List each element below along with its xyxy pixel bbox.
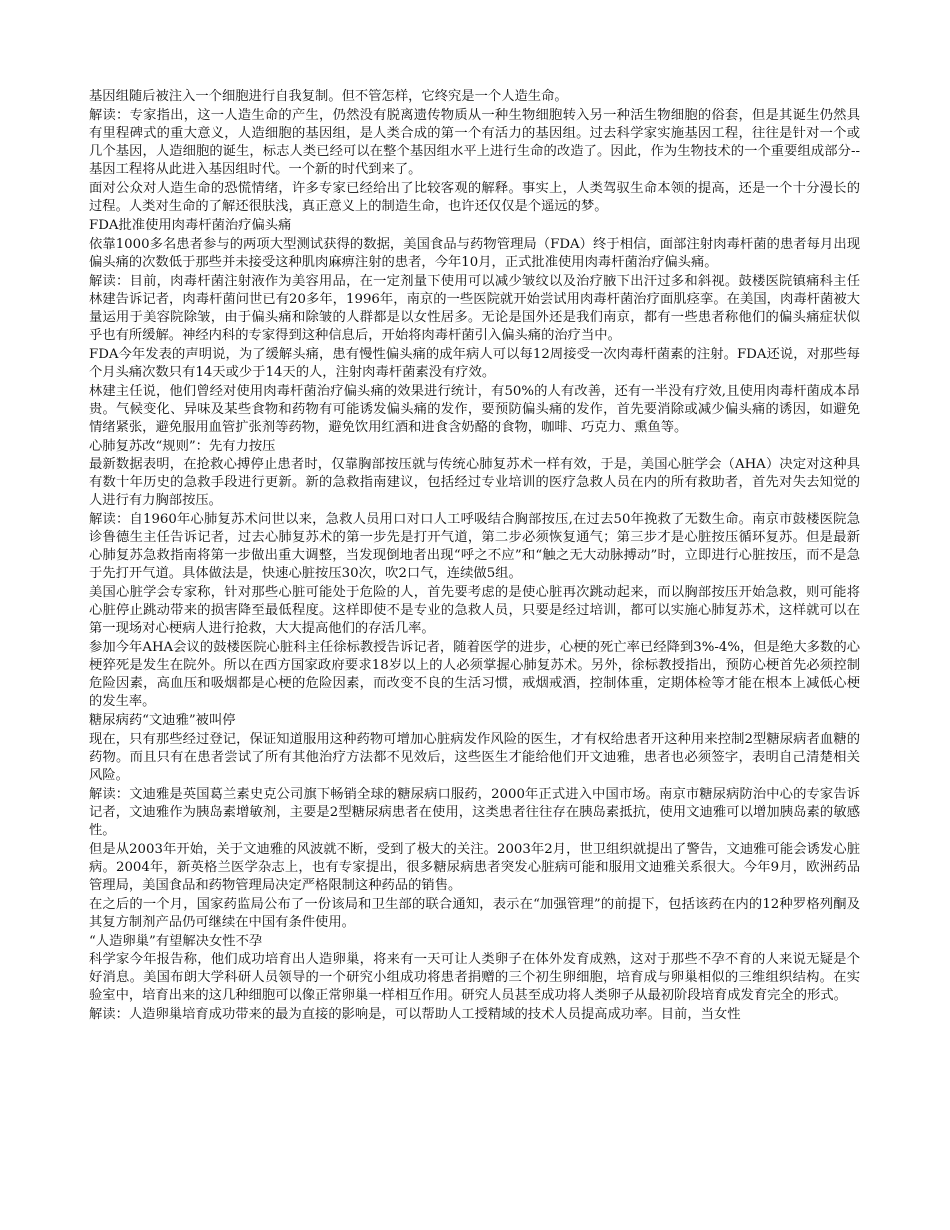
paragraph: 解读：目前，肉毒杆菌注射液作为美容用品，在一定剂量下使用可以减少皱纹以及治疗腋下出汗过多和斜视。鼓楼医院镇痛科主任林建告诉记者，肉毒杆菌问世已有20多年，1996年，南京的一些医院就开始尝试用肉毒杆菌治疗面肌痉挛。在美国，肉毒杆菌被大量运用于美容院除皱，由于偏头痛和除皱的人群都是以女性居多。无论是国外还是我们南京，都有一些患者称他们的偏头痛症状似乎也有所缓解。神经内科的专家得到这种信息后，开始将肉毒杆菌引入偏头痛的治疗当中。 — [89, 273, 860, 343]
paragraph: 但是从2003年开始，关于文迪雅的风波就不断，受到了极大的关注。2003年2月，世卫组织就提出了警告，文迪雅可能会诱发心脏病。2004年，新英格兰医学杂志上，也有专家提出，很多糖尿病患者突发心脏病可能和服用文迪雅关系很大。今年9月，欧洲药品管理局，美国食品和药物管理局决定严格限制这种药品的销售。 — [89, 841, 860, 893]
paragraph: 林建主任说，他们曾经对使用肉毒杆菌治疗偏头痛的效果进行统计，有50%的人有改善，还有一半没有疗效,且使用肉毒杆菌成本昂贵。气候变化、异味及某些食物和药物有可能诱发偏头痛的发作，要预防偏头痛的发作，首先要消除或减少偏头痛的诱因，如避免情绪紧张，避免服用血管扩张剂等药物，避免饮用红酒和进食含奶酪的食物，咖啡、巧克力、熏鱼等。 — [89, 383, 860, 435]
paragraph: 面对公众对人造生命的恐慌情绪，许多专家已经给出了比较客观的解释。事实上，人类驾驭生命本领的提高，还是一个十分漫长的过程。人类对生命的了解还很肤浅，真正意义上的制造生命，也许还仅仅是个遥远的梦。 — [89, 181, 860, 214]
paragraph: 参加今年AHA会议的鼓楼医院心脏科主任徐标教授告诉记者，随着医学的进步，心梗的死亡率已经降到3%-4%，但是绝大多数的心梗猝死是发生在院外。所以在西方国家政府要求18岁以上的人必须掌握心肺复苏术。另外，徐标教授指出，预防心梗首先必须控制危险因素，高血压和吸烟都是心梗的危险因素，而改变不良的生活习惯，戒烟戒酒，控制体重，定期体检等才能在根本上减低心梗的发生率。 — [89, 640, 860, 709]
paragraph: 在之后的一个月，国家药监局公布了一份该局和卫生部的联合通知，表示在“加强管理”的前提下，包括该药在内的12种罗格列酮及其复方制剂产品仍可继续在中国有条件使用。 — [89, 896, 860, 930]
paragraph: 依靠1000多名患者参与的两项大型测试获得的数据，美国食品与药物管理局（FDA）终于相信，面部注射肉毒杆菌的患者每月出现偏头痛的次数低于那些并未接受这种肌肉麻痹注射的患者，今年10月，正式批准使用肉毒杆菌治疗偏头痛。 — [89, 236, 860, 270]
paragraph: 解读：人造卵巢培育成功带来的最为直接的影响是，可以帮助人工授精域的技术人员提高成功率。目前，当女性 — [89, 1007, 741, 1022]
paragraph: FDA今年发表的声明说，为了缓解头痛，患有慢性偏头痛的成年病人可以每12周接受一次肉毒杆菌素的注射。FDA还说，对那些每个月头痛次数只有14天或少于14天的人，注射肉毒杆菌素没有疗效。 — [89, 346, 860, 380]
section-heading-artificial-ovary: “人造卵巢”有望解决女性不孕 — [89, 933, 263, 949]
section-heading-botox: FDA批准使用肉毒杆菌治疗偏头痛 — [89, 218, 292, 233]
paragraph: 解读：自1960年心肺复苏术问世以来，急救人员用口对口人工呼吸结合胸部按压,在过去50年挽救了无数生命。南京市鼓楼医院急诊鲁德生主任告诉记者，过去心肺复苏术的第一步先是打开气道，第二步必须恢复通气；第三步才是心脏按压循环复苏。但是最新心肺复苏急救指南将第一步做出重大调整，当发现倒地者出现“呼之不应”和“触之无大动脉搏动”时，立即进行心脏按压，而不是急于先打开气道。具体做法是，快速心脏按压30次，吹2口气，连续做5组。 — [89, 512, 860, 581]
paragraph: 解读：文迪雅是英国葛兰素史克公司旗下畅销全球的糖尿病口服药，2000年正式进入中国市场。南京市糖尿病防治中心的专家告诉记者，文迪雅作为胰岛素增敏剂，主要是2型糖尿病患者在使用，这类患者往往存在胰岛素抵抗，使用文迪雅可以增加胰岛素的敏感性。 — [89, 786, 860, 838]
section-heading-cpr: 心肺复苏改“规则”：先有力按压 — [89, 438, 276, 454]
paragraph: 科学家今年报告称，他们成功培育出人造卵巢，将来有一天可让人类卵子在体外发育成熟，这对于那些不孕不育的人来说无疑是个好消息。美国布朗大学科研人员领导的一个研究小组成功将患者捐赠的三个初生卵细胞，培育成与卵巢相似的三维组织结构。在实验室中，培育出来的这几种细胞可以像正常卵巢一样相互作用。研究人员甚至成功将人类卵子从最初阶段培育成发育完全的形式。 — [89, 952, 860, 1003]
paragraph: 现在，只有那些经过登记，保证知道服用这种药物可增加心脏病发作风险的医生，才有权给患者开这种用来控制2型糖尿病者血糖的药物。而且只有在患者尝试了所有其他治疗方法都不见效后，这些医生才能给他们开文迪雅，患者也必须签字，表明自己清楚相关风险。 — [89, 731, 860, 783]
paragraph: 解读：专家指出，这一人造生命的产生，仍然没有脱离遗传物质从一种生物细胞转入另一种活生物细胞的俗套，但是其诞生仍然具有里程碑式的重大意义，人造细胞的基因组，是人类合成的第一个有活力的基因组。过去科学家实施基因工程，往往是针对一个或几个基因，人造细胞的诞生，标志人类已经可以在整个基因组水平上进行生命的改造了。因此，作为生物技术的一个重要组成部分--基因工程将从此进入基因组时代。一个新的时代到来了。 — [89, 108, 860, 177]
paragraph: 美国心脏学会专家称，针对那些心脏可能处于危险的人，首先要考虑的是使心脏再次跳动起来，而以胸部按压开始急救，则可能将心脏停止跳动带来的损害降至最低程度。这样即使不是专业的急救人员，只要是经过培训，都可以实施心肺复苏术，这样就可以在第一现场对心梗病人进行抢救，大大提高他们的存活几率。 — [89, 585, 860, 636]
paragraph: 基因组随后被注入一个细胞进行自我复制。但不管怎样，它终究是一个人造生命。 — [89, 89, 568, 104]
paragraph: 最新数据表明，在抢救心搏停止患者时，仅靠胸部按压就与传统心肺复苏术一样有效，于是，美国心脏学会（AHA）决定对这种具有数十年历史的急救手段进行更新。新的急救指南建议，包括经过专业培训的医疗急救人员在内的所有救助者，首先对失去知觉的人进行有力胸部按压。 — [89, 457, 860, 508]
section-heading-avandia: 糖尿病药“文迪雅”被叫停 — [89, 713, 236, 728]
